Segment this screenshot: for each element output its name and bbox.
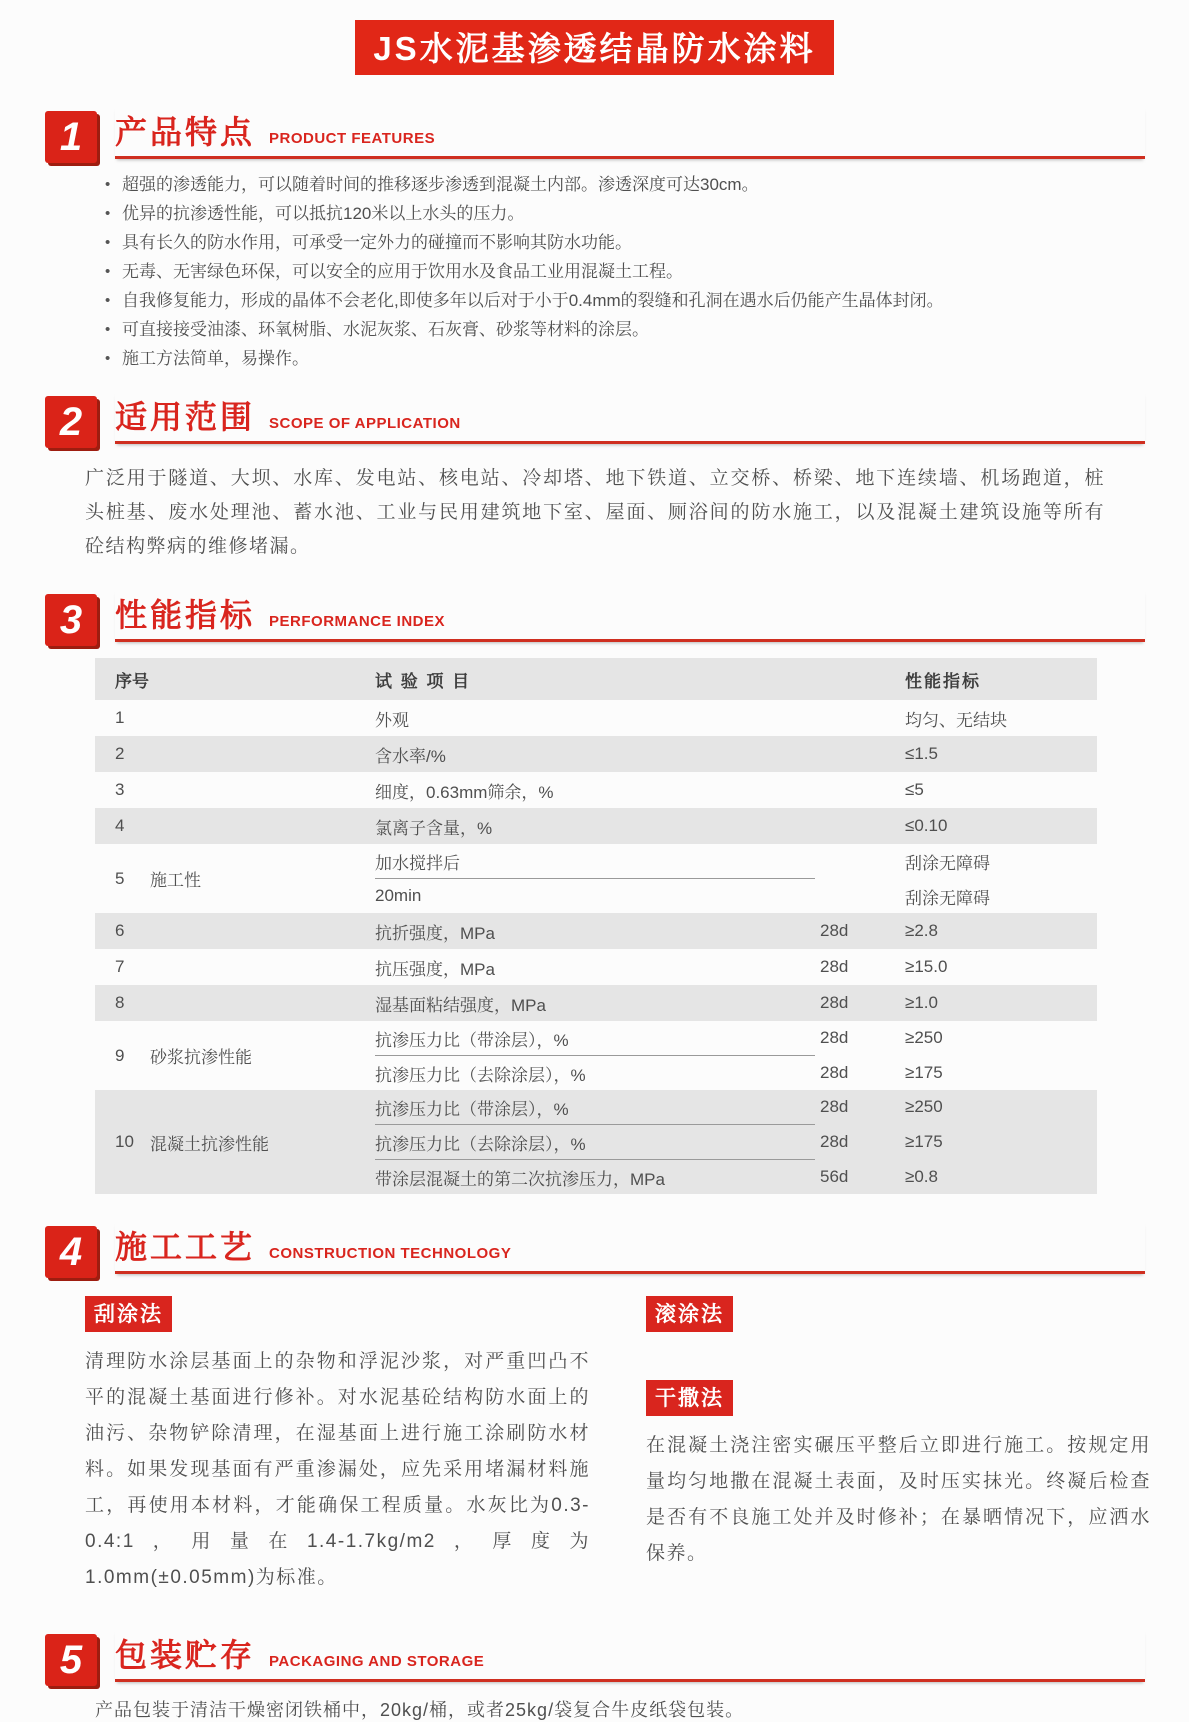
cell-category: 施工性 xyxy=(150,871,201,890)
construction-col-right xyxy=(646,1296,1151,1596)
section-title-row xyxy=(115,107,1145,159)
performance-table xyxy=(95,658,1097,1194)
section-title: 产品特点 xyxy=(115,114,256,150)
cell-item: 抗渗压力比（去除涂层），% xyxy=(375,1065,586,1085)
cell-item: 加水搅拌后 xyxy=(375,853,460,873)
spacer xyxy=(646,1332,1151,1380)
table-row xyxy=(95,808,1097,844)
cell-value: 均匀、无结块 xyxy=(905,710,1007,730)
cell-value: ≥1.0 xyxy=(905,993,938,1012)
section-number: 1 xyxy=(45,111,97,163)
cell-age: 28d xyxy=(820,957,849,976)
section-title: 施工工艺 xyxy=(115,1229,256,1265)
cell-item: 抗渗压力比（带涂层），% xyxy=(375,1030,569,1050)
cell-value: ≥175 xyxy=(905,1063,943,1082)
construction-col-left xyxy=(85,1296,590,1596)
packaging-paragraph: 产品包装于清洁干燥密闭铁桶中，20kg/桶，或者25kg/袋复合牛皮纸袋包装。 xyxy=(95,1700,745,1720)
cell-item: 抗压强度，MPa xyxy=(375,959,495,979)
cell-item: 氯离子含量，% xyxy=(375,818,493,838)
cell-no: 1 xyxy=(115,708,125,727)
cell-value: ≤5 xyxy=(905,780,924,799)
cell-value: ≥15.0 xyxy=(905,957,948,976)
banner-row xyxy=(0,0,1189,75)
section-title: 性能指标 xyxy=(115,597,256,633)
construction-columns xyxy=(85,1296,1151,1596)
section-number: 2 xyxy=(45,396,97,448)
cell-no: 8 xyxy=(115,993,125,1012)
method-text-scrape: 清理防水涂层基面上的杂物和浮泥沙浆，对严重凹凸不平的混凝土基面进行修补。对水泥基砼结构防水面上的油污、杂物铲除清理，在湿基面上进行施工涂刷防水材料。如果发现基面有严重渗漏处，应先采用堵漏材料施工，再使用本材料，才能确保工程质量。水灰比为0.3-0.4:1，用量在1.4-1.7kg/m2，厚度为1.0mm(±0.05mm)为标准。 xyxy=(85,1351,590,1588)
cell-no: 2 xyxy=(115,744,125,763)
table-row xyxy=(95,913,1097,949)
cell-item: 外观 xyxy=(375,710,409,730)
cell-value: ≥0.8 xyxy=(905,1167,938,1186)
cell-age: 28d xyxy=(820,1097,849,1116)
cell-value: ≥2.8 xyxy=(905,921,938,940)
cell-no: 10 xyxy=(115,1132,134,1151)
section-title-row xyxy=(115,1630,1145,1682)
cell-item: 湿基面粘结强度，MPa xyxy=(375,995,546,1015)
feature-bullet: • 具有长久的防水作用，可承受一定外力的碰撞而不影响其防水功能。 xyxy=(105,233,1129,252)
section-title: 包装贮存 xyxy=(115,1637,256,1673)
table-row xyxy=(95,1090,1097,1194)
cell-age: 28d xyxy=(820,921,849,940)
cell-category xyxy=(150,700,375,736)
header-no: 序号 xyxy=(115,671,149,691)
cell-item: 含水率/% xyxy=(375,746,446,766)
section-subtitle: PACKAGING AND STORAGE xyxy=(269,1653,485,1670)
section-number: 5 xyxy=(45,1634,97,1686)
cell-category xyxy=(150,985,375,1021)
cell-value: 刮涂无障碍 xyxy=(905,853,990,873)
section-subtitle: CONSTRUCTION TECHNOLOGY xyxy=(269,1245,512,1262)
cell-age: 28d xyxy=(820,1132,849,1151)
table-row xyxy=(95,1021,1097,1090)
cell-value: ≥175 xyxy=(905,1132,943,1151)
cell-category: 混凝土抗渗性能 xyxy=(150,1134,269,1154)
feature-bullet: • 无毒、无害绿色环保，可以安全的应用于饮用水及食品工业用混凝土工程。 xyxy=(105,262,1129,281)
cell-category xyxy=(150,772,375,808)
table-row xyxy=(95,985,1097,1021)
cell-item: 抗折强度，MPa xyxy=(375,923,495,943)
section-header-features xyxy=(45,107,1145,159)
feature-bullet: • 可直接接受油漆、环氧树脂、水泥灰浆、石灰膏、砂浆等材料的涂层。 xyxy=(105,320,1129,339)
cell-item: 带涂层混凝土的第二次抗渗压力，MPa xyxy=(375,1169,665,1189)
section-header-performance xyxy=(45,590,1145,642)
product-title-banner: JS水泥基渗透结晶防水涂料 xyxy=(355,20,833,75)
method-badge-drysprinkle: 干撒法 xyxy=(646,1380,733,1416)
features-list xyxy=(105,175,1129,368)
cell-category xyxy=(150,913,375,949)
method-badge-roll: 滚涂法 xyxy=(646,1296,733,1332)
feature-bullet: • 超强的渗透能力，可以随着时间的推移逐步渗透到混凝土内部。渗透深度可达30cm。 xyxy=(105,175,1129,194)
section-title-row xyxy=(115,392,1145,444)
table-row xyxy=(95,772,1097,808)
section-title: 适用范围 xyxy=(115,399,256,435)
section-number: 4 xyxy=(45,1226,97,1278)
method-badge-scrape: 刮涂法 xyxy=(85,1296,172,1332)
header-item: 试 验 项 目 xyxy=(375,671,472,691)
cell-item: 20min xyxy=(375,886,422,905)
cell-category: 砂浆抗渗性能 xyxy=(150,1048,252,1067)
table-row xyxy=(95,736,1097,772)
cell-category xyxy=(150,736,375,772)
cell-no: 3 xyxy=(115,780,125,799)
cell-value: 刮涂无障碍 xyxy=(905,888,990,908)
section-header-packaging xyxy=(45,1630,1145,1682)
cell-no: 5 xyxy=(115,868,125,888)
section-title-row xyxy=(115,590,1145,642)
cell-no: 4 xyxy=(115,816,125,835)
feature-bullet: • 优异的抗渗透性能，可以抵抗120米以上水头的压力。 xyxy=(105,204,1129,223)
cell-category xyxy=(150,949,375,985)
method-text-drysprinkle: 在混凝土浇注密实碾压平整后立即进行施工。按规定用量均匀地撒在混凝土表面，及时压实抹光。终凝后检查是否有不良施工处并及时修补；在暴晒情况下，应洒水保养。 xyxy=(646,1435,1151,1564)
section-header-scope xyxy=(45,392,1145,444)
section-header-construction xyxy=(45,1222,1145,1274)
cell-value: ≥250 xyxy=(905,1097,943,1116)
cell-no: 7 xyxy=(115,957,125,976)
section-subtitle: PERFORMANCE INDEX xyxy=(269,613,446,630)
section-subtitle: SCOPE OF APPLICATION xyxy=(269,415,461,432)
cell-value: ≤0.10 xyxy=(905,816,948,835)
scope-paragraph: 广泛用于隧道、大坝、水库、发电站、核电站、冷却塔、地下铁道、立交桥、桥梁、地下连续墙、机场跑道，桩头桩基、废水处理池、蓄水池、工业与民用建筑地下室、屋面、厕浴间的防水施工，以及混凝土建筑设施等所有砼结构弊病的维修堵漏。 xyxy=(85,468,1105,557)
cell-item: 细度，0.63mm筛余，% xyxy=(375,782,554,802)
feature-bullet: • 自我修复能力，形成的晶体不会老化,即使多年以后对于小于0.4mm的裂缝和孔洞在遇水后仍能产生晶体封闭。 xyxy=(105,291,1129,310)
table-row xyxy=(95,949,1097,985)
section-number: 3 xyxy=(45,594,97,646)
table-row xyxy=(95,700,1097,736)
cell-value: ≥250 xyxy=(905,1028,943,1047)
feature-bullet: • 施工方法简单，易操作。 xyxy=(105,349,1129,368)
cell-age: 28d xyxy=(820,993,849,1012)
cell-value: ≤1.5 xyxy=(905,744,938,763)
table-row xyxy=(95,844,1097,913)
cell-item: 抗渗压力比（去除涂层），% xyxy=(375,1134,586,1154)
section-subtitle: PRODUCT FEATURES xyxy=(269,130,436,147)
cell-age: 28d xyxy=(820,1028,849,1047)
cell-no: 9 xyxy=(115,1045,125,1065)
header-value: 性能指标 xyxy=(905,671,981,691)
table-header-row xyxy=(95,658,1097,700)
section-title-row xyxy=(115,1222,1145,1274)
cell-age: 28d xyxy=(820,1063,849,1082)
cell-age: 56d xyxy=(820,1167,849,1186)
cell-category xyxy=(150,808,375,844)
cell-no: 6 xyxy=(115,921,125,940)
cell-item: 抗渗压力比（带涂层），% xyxy=(375,1099,569,1119)
